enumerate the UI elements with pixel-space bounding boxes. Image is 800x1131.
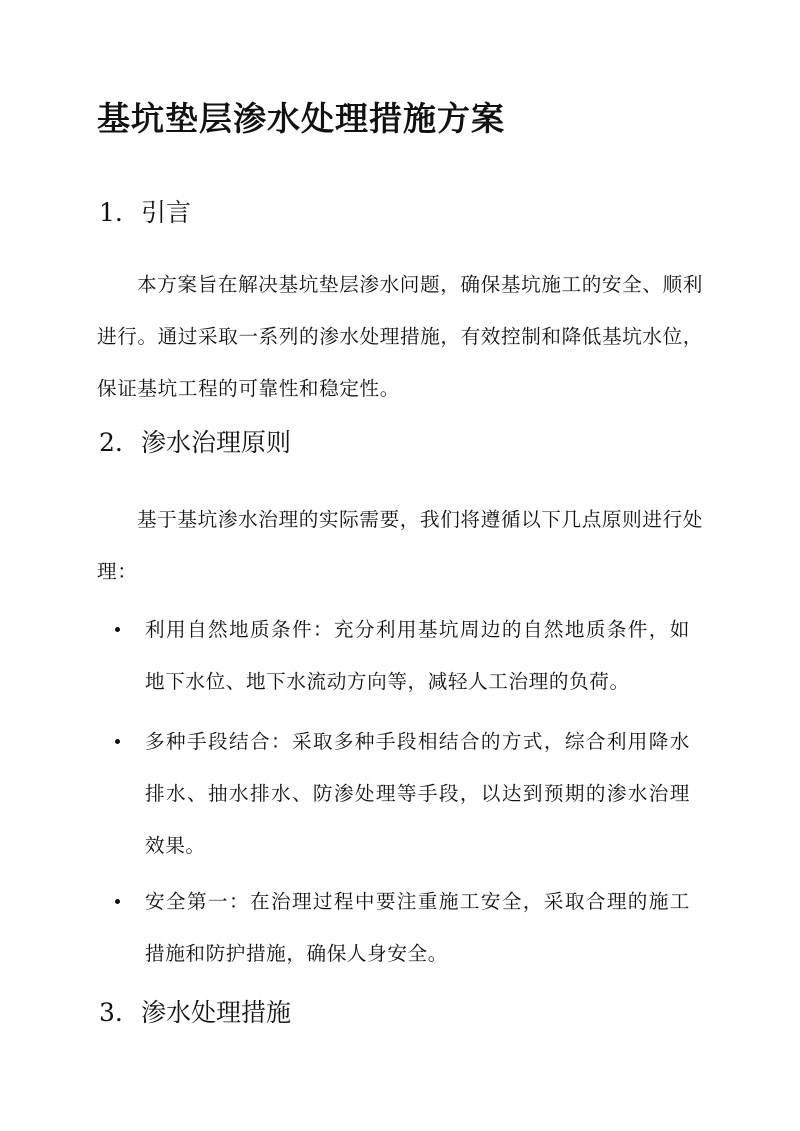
section-heading-measures [99,995,291,1031]
section-heading-text: 渗水处理措施 [141,998,292,1027]
section-number: 2. [99,428,123,457]
introduction-paragraph: 本方案旨在解决基坑垫层渗水问题，确保基坑施工的安全、顺利进行。通过采取一系列的渗水处理措施，有效控制和降低基坑水位，保证基坑工程的可靠性和稳定性。 [97,273,703,400]
section-heading-introduction [99,195,191,231]
section-heading-principles [99,425,291,461]
section-heading-text: 渗水治理原则 [141,428,292,457]
bullet-icon [115,627,120,632]
section-number: 3. [99,998,123,1027]
section-heading-text: 引言 [141,198,192,227]
section-number: 1. [99,198,123,227]
bullet-icon [115,899,120,904]
list-item-text: 利用自然地质条件：充分利用基坑周边的自然地质条件，如地下水位、地下水流动方向等，减轻人工治理的负荷。 [145,618,690,693]
bullet-icon [115,739,120,744]
list-item-text: 多种手段结合：采取多种手段相结合的方式，综合利用降水排水、抽水排水、防渗处理等手段，以达到预期的渗水治理效果。 [145,730,690,857]
document-title: 基坑垫层渗水处理措施方案 [97,99,505,138]
list-item-text: 安全第一：在治理过程中要注重施工安全，采取合理的施工措施和防护措施，确保人身安全。 [145,890,690,965]
principles-paragraph: 基于基坑渗水治理的实际需要，我们将遵循以下几点原则进行处理： [97,508,703,583]
